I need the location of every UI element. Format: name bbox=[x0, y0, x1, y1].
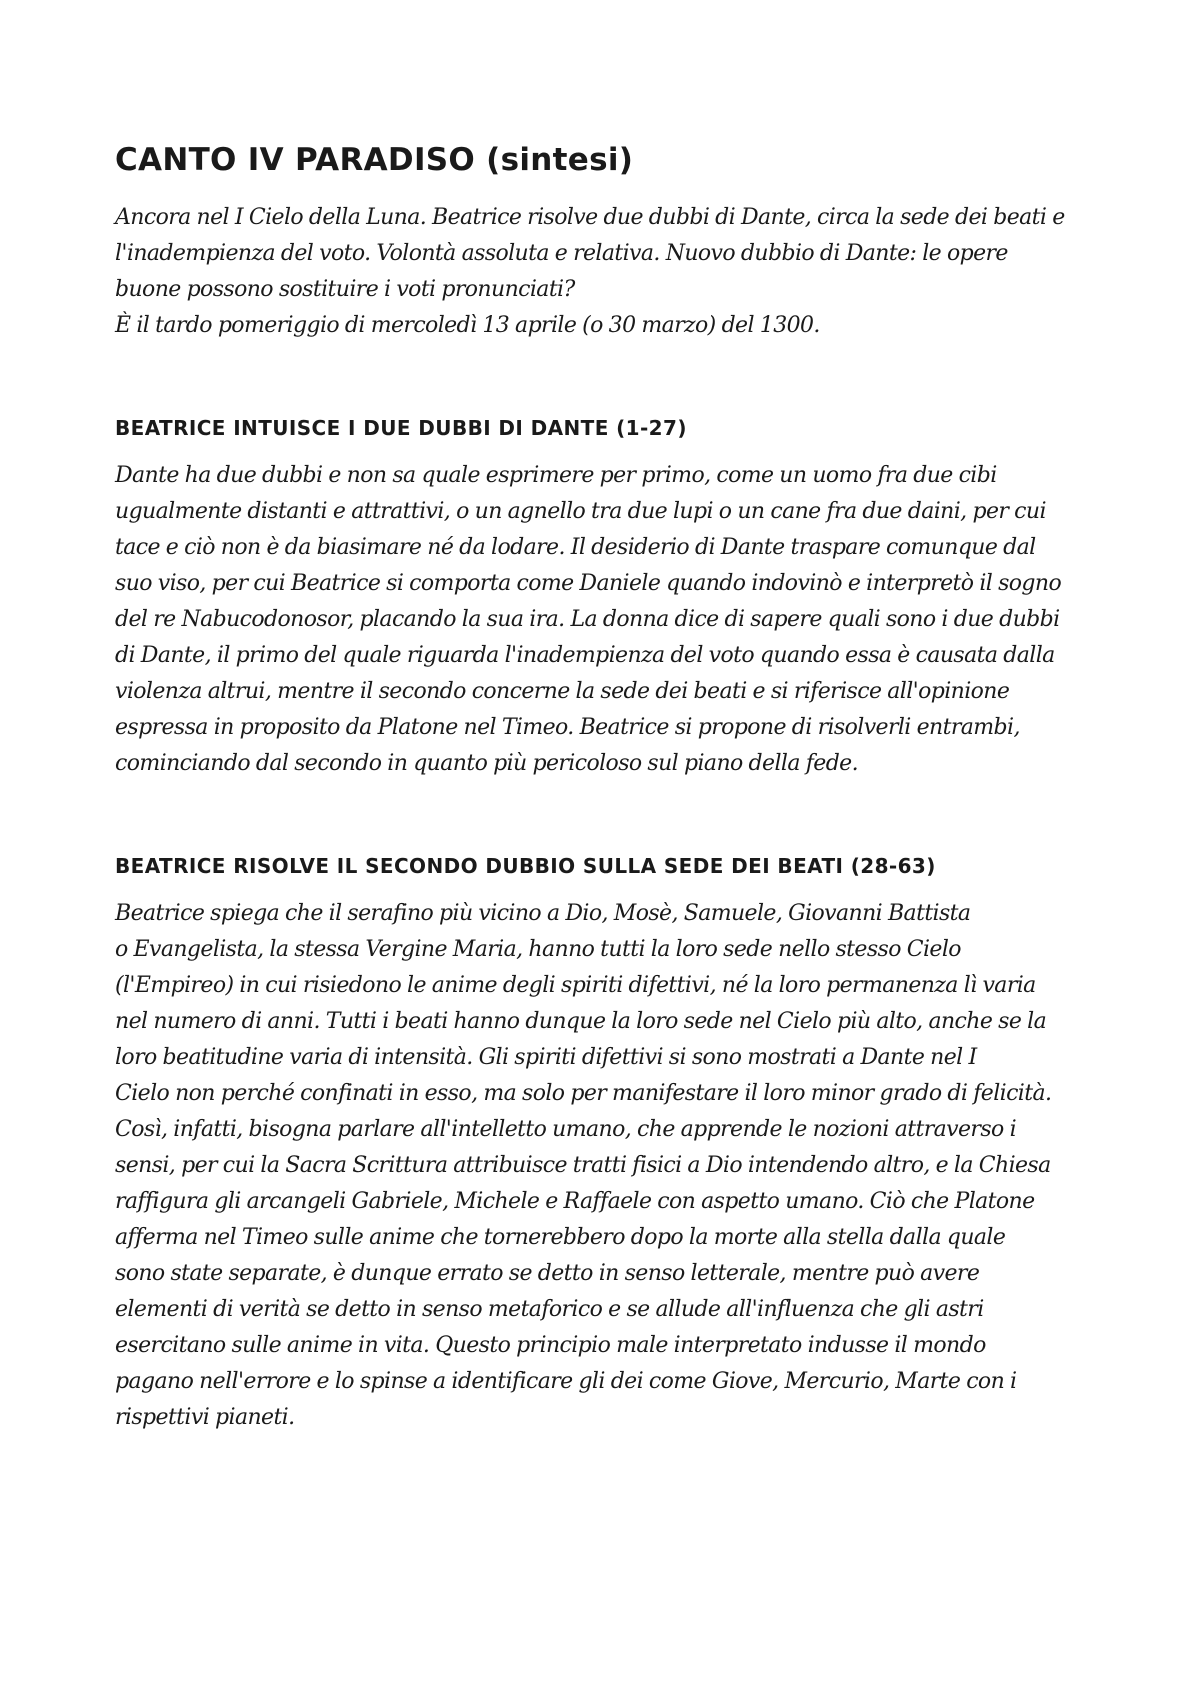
paragraph-line: Cielo non perché confinati in esso, ma solo per manifestare il loro minor grado di felicità. bbox=[115, 1081, 1052, 1106]
document-page bbox=[115, 140, 1105, 1436]
paragraph-line: violenza altrui, mentre il secondo concerne la sede dei beati e si riferisce all'opinione bbox=[115, 679, 1010, 704]
paragraph-line: cominciando dal secondo in quanto più pericoloso sul piano della fede. bbox=[115, 751, 858, 776]
paragraph-line: di Dante, il primo del quale riguarda l'inadempienza del voto quando essa è causata dalla bbox=[115, 643, 1055, 668]
paragraph-line: suo viso, per cui Beatrice si comporta come Daniele quando indovinò e interpretò il sogno bbox=[115, 571, 1062, 596]
paragraph-line: tace e ciò non è da biasimare né da lodare. Il desiderio di Dante traspare comunque dal bbox=[115, 535, 1036, 560]
section-heading-risolve: BEATRICE RISOLVE IL SECONDO DUBBIO SULLA SEDE DEI BEATI (28-63) bbox=[115, 854, 936, 878]
intro-line: Ancora nel I Cielo della Luna. Beatrice risolve due dubbi di Dante, circa la sede dei beati e bbox=[115, 205, 1065, 230]
intro-line: È il tardo pomeriggio di mercoledì 13 aprile (o 30 marzo) del 1300. bbox=[115, 313, 820, 338]
paragraph-line: pagano nell'errore e lo spinse a identificare gli dei come Giove, Mercurio, Marte con i bbox=[115, 1369, 1017, 1394]
section-paragraph-intuisce bbox=[115, 458, 1105, 782]
paragraph-line: elementi di verità se detto in senso metaforico e se allude all'influenza che gli astri bbox=[115, 1297, 984, 1322]
paragraph-line: nel numero di anni. Tutti i beati hanno dunque la loro sede nel Cielo più alto, anche se la bbox=[115, 1009, 1047, 1034]
paragraph-line: sono state separate, è dunque errato se detto in senso letterale, mentre può avere bbox=[115, 1261, 980, 1286]
paragraph-line: esercitano sulle anime in vita. Questo principio male interpretato indusse il mondo bbox=[115, 1333, 986, 1358]
section-heading-intuisce: BEATRICE INTUISCE I DUE DUBBI DI DANTE (1-27) bbox=[115, 416, 687, 440]
intro-paragraph bbox=[115, 200, 1105, 344]
paragraph-line: (l'Empireo) in cui risiedono le anime degli spiriti difettivi, né la loro permanenza lì varia bbox=[115, 973, 1036, 998]
paragraph-line: o Evangelista, la stessa Vergine Maria, hanno tutti la loro sede nello stesso Cielo bbox=[115, 937, 961, 962]
paragraph-line: sensi, per cui la Sacra Scrittura attribuisce tratti fisici a Dio intendendo altro, e la Chiesa bbox=[115, 1153, 1051, 1178]
paragraph-line: del re Nabucodonosor, placando la sua ira. La donna dice di sapere quali sono i due dubbi bbox=[115, 607, 1060, 632]
paragraph-line: rispettivi pianeti. bbox=[115, 1405, 295, 1430]
paragraph-line: loro beatitudine varia di intensità. Gli spiriti difettivi si sono mostrati a Dante nel I bbox=[115, 1045, 977, 1070]
document-title: CANTO IV PARADISO (sintesi) bbox=[115, 142, 634, 178]
intro-line: buone possono sostituire i voti pronunciati? bbox=[115, 277, 575, 302]
paragraph-line: Così, infatti, bisogna parlare all'intelletto umano, che apprende le nozioni attraverso i bbox=[115, 1117, 1017, 1142]
paragraph-line: ugualmente distanti e attrattivi, o un agnello tra due lupi o un cane fra due daini, per cui bbox=[115, 499, 1046, 524]
paragraph-line: raffigura gli arcangeli Gabriele, Michele e Raffaele con aspetto umano. Ciò che Platone bbox=[115, 1189, 1035, 1214]
paragraph-line: Dante ha due dubbi e non sa quale esprimere per primo, come un uomo fra due cibi bbox=[115, 463, 997, 488]
paragraph-line: espressa in proposito da Platone nel Timeo. Beatrice si propone di risolverli entrambi, bbox=[115, 715, 1020, 740]
intro-line: l'inadempienza del voto. Volontà assoluta e relativa. Nuovo dubbio di Dante: le opere bbox=[115, 241, 1008, 266]
paragraph-line: Beatrice spiega che il serafino più vicino a Dio, Mosè, Samuele, Giovanni Battista bbox=[115, 901, 971, 926]
paragraph-line: afferma nel Timeo sulle anime che tornerebbero dopo la morte alla stella dalla quale bbox=[115, 1225, 1006, 1250]
section-paragraph-risolve bbox=[115, 896, 1105, 1436]
